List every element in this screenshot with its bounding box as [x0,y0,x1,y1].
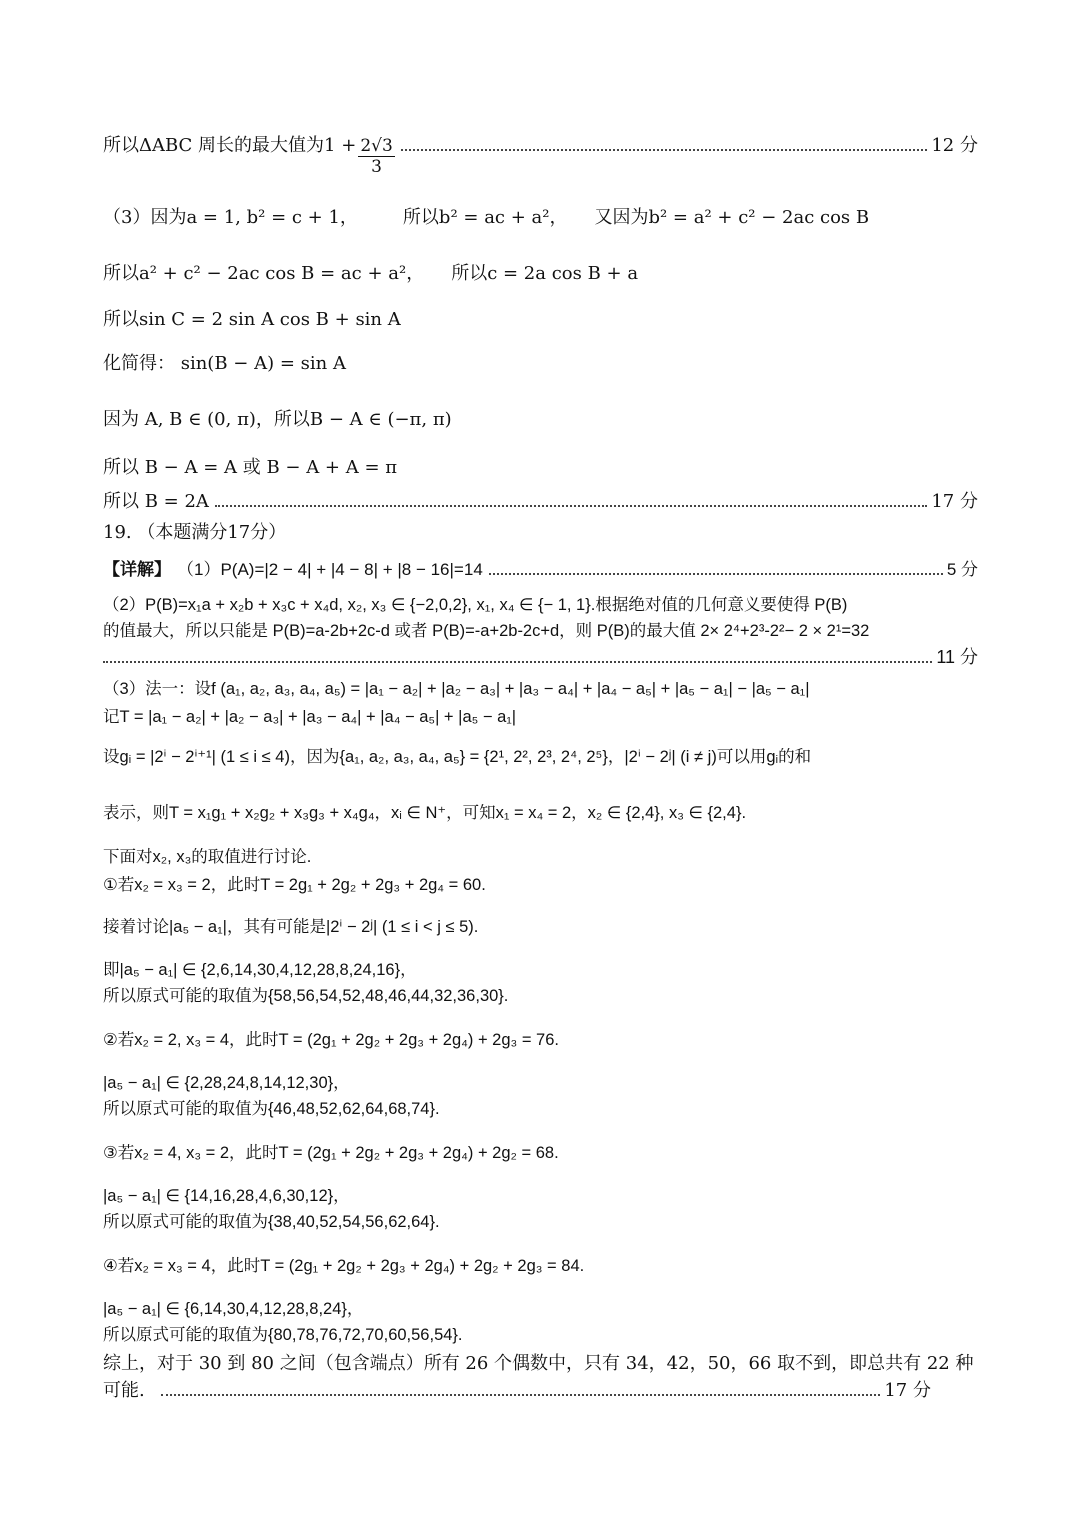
case3-line3: 所以原式可能的取值为{38,40,52,54,56,62,64}. [103,1213,440,1231]
q19-part3-line2: 记T = |a₁ − a₂| + |a₂ − a₃| + |a₃ − a₄| + |a₄ − a₅| + |a₅ − a₁| [103,708,517,726]
score-label: 17 分 [931,491,978,512]
score-label: 5 分 [946,560,978,579]
case2-line3: 所以原式可能的取值为{46,48,52,62,64,68,74}. [103,1100,440,1118]
summary-line1: 综上，对于 30 到 80 之间（包含端点）所有 26 个偶数中，只有 34，42，50，66 取不到，即总共有 22 种 [103,1353,974,1374]
case1-line4: 所以原式可能的取值为{58,56,54,52,48,46,44,32,36,30}. [103,987,509,1005]
q19-part3-line1: （3）法一：设f (a₁, a₂, a₃, a₄, a₅) = |a₁ − a₂| + |a₂ − a₃| + |a₃ − a₄| + |a₄ − a₅| + |a₅ − a₁| − |a₅ − a₁| [103,680,810,698]
case4-line2: |a₅ − a₁| ∈ {6,14,30,4,12,28,8,24}， [103,1300,364,1318]
q19-part2-score-line [103,646,978,668]
case3-line2: |a₅ − a₁| ∈ {14,16,28,4,6,30,12}， [103,1187,350,1205]
summary-text: 可能. [103,1380,145,1401]
question-19-header: 19. （本题满分17分） [103,522,287,543]
fraction-numerator: 2√3 [360,136,393,156]
case4-line1: ④若x₂ = x₃ = 4，此时T = (2g₁ + 2g₂ + 2g₃ + 2g₄) + 2g₂ + 2g₃ = 84. [103,1257,585,1275]
fraction [358,136,394,177]
q19-part3-line4: 表示，则T = x₁g₁ + x₂g₂ + x₃g₃ + x₄g₄，xᵢ ∈ N⁺，可知x₁ = x₄ = 2，x₂ ∈ {2,4}, x₃ ∈ {2,4}. [103,804,747,822]
score-label: 12 分 [931,135,978,156]
dot-leader [103,660,932,663]
dot-leader [161,1393,881,1396]
score-label: 11 分 [936,647,978,667]
part3-line4: 化简得： sin(B − A) = sin A [103,353,346,374]
part3-conclusion-line [103,491,978,513]
case1-line2: 接着讨论|a₅ − a₁|，其有可能是|2ⁱ − 2ʲ| (1 ≤ i < j ≤ 5). [103,918,479,936]
case2-line1: ②若x₂ = 2, x₃ = 4，此时T = (2g₁ + 2g₂ + 2g₃ + 2g₄) + 2g₃ = 76. [103,1031,559,1049]
q19-part2-line1: （2）P(B)=x₁a + x₂b + x₃c + x₄d, x₂, x₃ ∈ {−2,0,2}, x₁, x₄ ∈ {− 1, 1}.根据绝对值的几何意义要使得 P(B) [103,596,848,614]
part3-line5: 因为 A, B ∈ (0, π)，所以B − A ∈ (−π, π) [103,409,452,430]
dot-leader [215,504,927,507]
conclusion-text: 所以 B = 2A [103,491,209,512]
fraction-denominator: 3 [371,157,382,177]
case1-line1: ①若x₂ = x₃ = 2，此时T = 2g₁ + 2g₂ + 2g₃ + 2g₄ = 60. [103,876,486,894]
score-label: 17 分 [884,1380,931,1401]
perimeter-text: 所以ΔABC 周长的最大值为1 + [103,135,357,156]
part1-text: （1）P(A)=|2 − 4| + |4 − 8| + |8 − 16|=14 [177,560,483,579]
part3-line1: （3）因为a = 1, b² = c + 1， 所以b² = ac + a²， 又因为b² = a² + c² − 2ac cos B [103,207,870,228]
dot-leader [489,572,943,575]
q19-part3-line5: 下面对x₂, x₃的取值进行讨论. [103,848,312,866]
case3-line1: ③若x₂ = 4, x₃ = 2，此时T = (2g₁ + 2g₂ + 2g₃ + 2g₄) + 2g₂ = 68. [103,1144,559,1162]
q19-part1-line [103,559,978,581]
summary-line2 [103,1380,931,1402]
q19-part3-line3: 设gᵢ = |2ⁱ − 2ⁱ⁺¹| (1 ≤ i ≤ 4)，因为{a₁, a₂, a₃, a₄, a₅} = {2¹, 2², 2³, 2⁴, 2⁵}，|2ⁱ − 2ʲ| (i ≠ j)可以用gᵢ的和 [103,748,812,766]
part3-line3: 所以sin C = 2 sin A cos B + sin A [103,309,401,330]
q19-part2-line2: 的值最大，所以只能是 P(B)=a-2b+2c-d 或者 P(B)=-a+2b-2c+d，则 P(B)的最大值 2× 2⁴+2³-2²− 2 × 2¹=32 [103,622,870,640]
part3-line2: 所以a² + c² − 2ac cos B = ac + a²， 所以c = 2a cos B + a [103,263,639,284]
case4-line3: 所以原式可能的取值为{80,78,76,72,70,60,56,54}. [103,1326,463,1344]
perimeter-max-line [103,135,978,177]
case2-line2: |a₅ − a₁| ∈ {2,28,24,8,14,12,30}， [103,1074,350,1092]
dot-leader [401,148,928,151]
case1-line3: 即|a₅ − a₁| ∈ {2,6,14,30,4,12,28,8,24,16}， [103,961,417,979]
detail-label: 【详解】 [103,560,171,579]
part3-line6: 所以 B − A = A 或 B − A + A = π [103,457,398,478]
